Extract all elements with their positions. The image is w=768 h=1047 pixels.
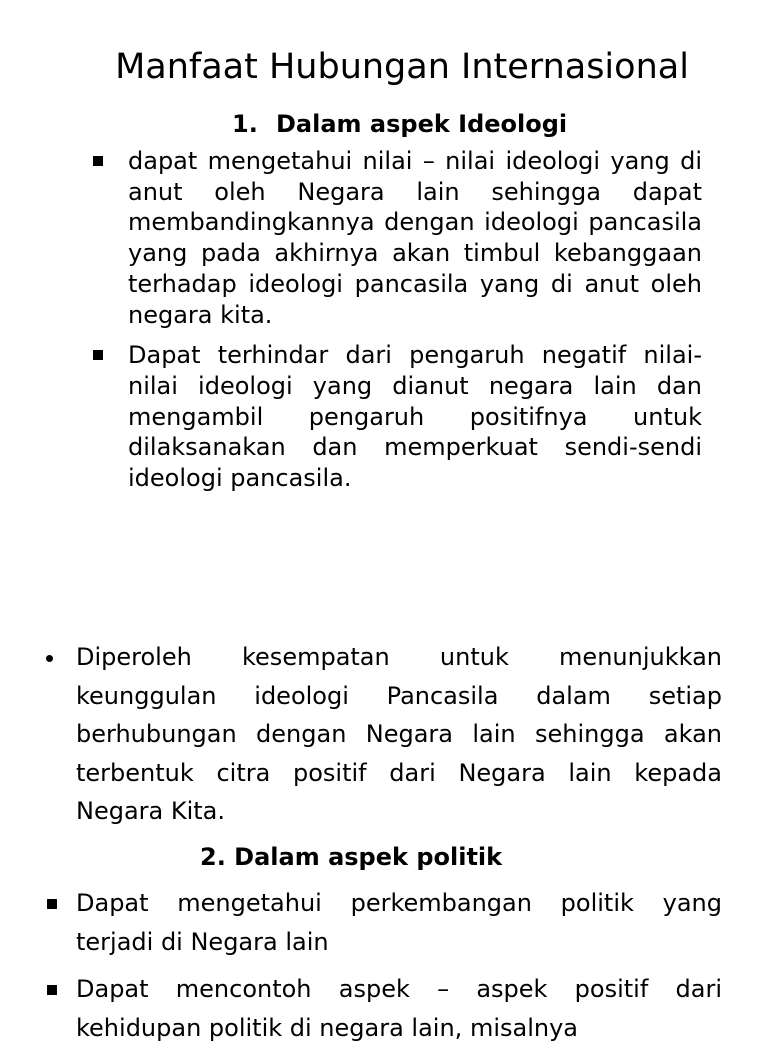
slide-title: Manfaat Hubungan Internasional: [115, 47, 689, 87]
ideologi-continued-list: [44, 638, 722, 831]
list-item: [44, 638, 722, 831]
heading-text: Dalam aspek Ideologi: [276, 110, 568, 138]
slide-2: [0, 610, 768, 1042]
bullet-text: Dapat terhindar dari pengaruh negatif nilai-nilai ideologi yang dianut negara lain dan mengambil pengaruh positifnya untuk dilaksanakan dan memperkuat sendi-sendi ideologi pancasila.: [128, 341, 702, 493]
list-item: [88, 340, 702, 494]
heading-number: 1.: [232, 110, 258, 138]
square-bullet-icon: [93, 350, 103, 360]
politik-bullet-list: [44, 884, 722, 1047]
section-heading-ideologi: [232, 108, 567, 140]
square-bullet-icon: [93, 156, 103, 166]
square-bullet-icon: [47, 899, 57, 909]
bullet-text: Diperoleh kesempatan untuk menunjukkan keunggulan ideologi Pancasila dalam setiap berhubungan dengan Negara lain sehingga akan terbentuk citra positif dari Negara lain kepada Negara Kita.: [76, 643, 722, 825]
list-item: [44, 884, 722, 961]
ideologi-bullet-list: [88, 146, 702, 494]
bullet-text: dapat mengetahui nilai – nilai ideologi yang di anut oleh Negara lain sehingga dapat membandingkannya dengan ideologi pancasila yang pada akhirnya akan timbul kebanggaan terhadap ideologi pancasila yang di anut oleh negara kita.: [128, 147, 702, 329]
round-bullet-icon: [46, 655, 53, 662]
bullet-text: Dapat mengetahui perkembangan politik yang terjadi di Negara lain: [76, 889, 722, 956]
list-item: [44, 970, 722, 1047]
section-heading-politik: 2. Dalam aspek politik: [200, 843, 503, 871]
bullet-text: Dapat mencontoh aspek – aspek positif dari kehidupan politik di negara lain, misalnya: [76, 975, 722, 1042]
square-bullet-icon: [47, 985, 57, 995]
list-item: [88, 146, 702, 330]
